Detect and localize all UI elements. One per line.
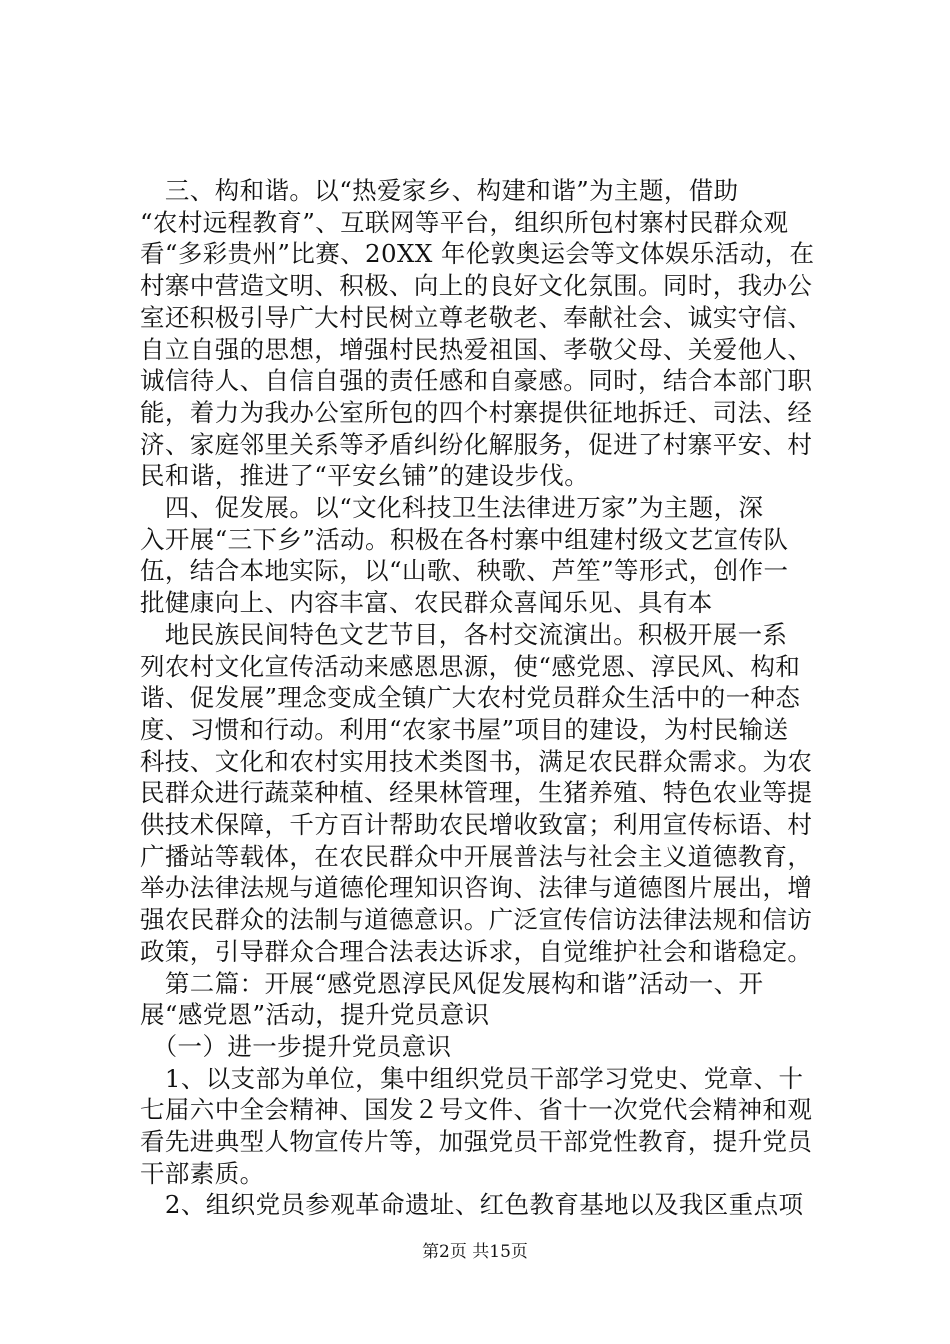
text-line: 批健康向上、内容丰富、农民群众喜闻乐见、具有本 xyxy=(140,588,713,617)
text-line: 供技术保障，千方百计帮助农民增收致富；利用宣传标语、村 xyxy=(140,810,813,839)
text-line: 2、组织党员参观革命遗址、红色教育基地以及我区重点项 xyxy=(140,1190,804,1219)
text-line: 民群众进行蔬菜种植、经果林管理，生猪养殖、特色农业等提 xyxy=(140,778,813,807)
text-line: 三、构和谐。以“热爱家乡、构建和谐”为主题，借助 xyxy=(140,176,739,205)
text-line: 强农民群众的法制与道德意识。广泛宣传信访法律法规和信访 xyxy=(140,905,813,934)
text-line: 看先进典型人物宣传片等，加强党员干部党性教育，提升党员 xyxy=(140,1127,813,1156)
text-line: 诚信待人、自信自强的责任感和自豪感。同时，结合本部门职 xyxy=(140,366,813,395)
text-line: 广播站等载体，在农民群众中开展普法与社会主义道德教育， xyxy=(140,842,813,871)
text-line: 政策，引导群众合理合法表达诉求，自觉维护社会和谐稳定。 xyxy=(140,937,813,966)
text-line: 村寨中营造文明、积极、向上的良好文化氛围。同时，我办公 xyxy=(140,271,813,300)
text-line: 地民族民间特色文艺节目，各村交流演出。积极开展一系 xyxy=(140,620,788,649)
text-line: 看“多彩贵州”比赛、20XX 年伦敦奥运会等文体娱乐活动，在 xyxy=(140,239,815,268)
text-line: 列农村文化宣传活动来感恩思源，使“感党恩、淳民风、构和 xyxy=(140,652,801,681)
text-line: 能，着力为我办公室所包的四个村寨提供征地拆迁、司法、经 xyxy=(140,398,813,427)
text-line: （一）进一步提升党员意识 xyxy=(140,1032,452,1061)
text-line: 展“感党恩”活动，提升党员意识 xyxy=(140,1000,490,1029)
text-line: 自立自强的思想，增强村民热爱祖国、孝敬父母、关爱他人、 xyxy=(140,335,813,364)
text-line: “农村远程教育”、互联网等平台，组织所包村寨村民群众观 xyxy=(140,208,789,237)
text-line: 举办法律法规与道德伦理知识咨询、法律与道德图片展出，增 xyxy=(140,873,813,902)
text-line: 济、家庭邻里关系等矛盾纠纷化解服务，促进了村寨平安、村 xyxy=(140,430,813,459)
text-line: 第二篇：开展“感党恩淳民风促发展构和谐”活动一、开 xyxy=(140,969,764,998)
text-line: 入开展“三下乡”活动。积极在各村寨中组建村级文艺宣传队 xyxy=(140,525,789,554)
text-line: 四、促发展。以“文化科技卫生法律进万家”为主题，深 xyxy=(140,493,764,522)
text-line: 伍，结合本地实际，以“山歌、秧歌、芦笙”等形式，创作一 xyxy=(140,556,789,585)
text-line: 干部素质。 xyxy=(140,1159,265,1188)
text-line: 科技、文化和农村实用技术类图书，满足农民群众需求。为农 xyxy=(140,747,813,776)
text-line: 1、以支部为单位，集中组织党员干部学习党史、党章、十 xyxy=(140,1064,804,1093)
text-line: 度、习惯和行动。利用“农家书屋”项目的建设，为村民输送 xyxy=(140,715,789,744)
text-line: 室还积极引导广大村民树立尊老敬老、奉献社会、诚实守信、 xyxy=(140,303,813,332)
text-line: 七届六中全会精神、国发２号文件、省十一次党代会精神和观 xyxy=(140,1095,813,1124)
text-line: 民和谐，推进了“平安幺铺”的建设步伐。 xyxy=(140,461,590,490)
page-footer: 第2页 共15页 xyxy=(422,1242,528,1262)
text-line: 谐、促发展”理念变成全镇广大农村党员群众生活中的一种态 xyxy=(140,683,801,712)
